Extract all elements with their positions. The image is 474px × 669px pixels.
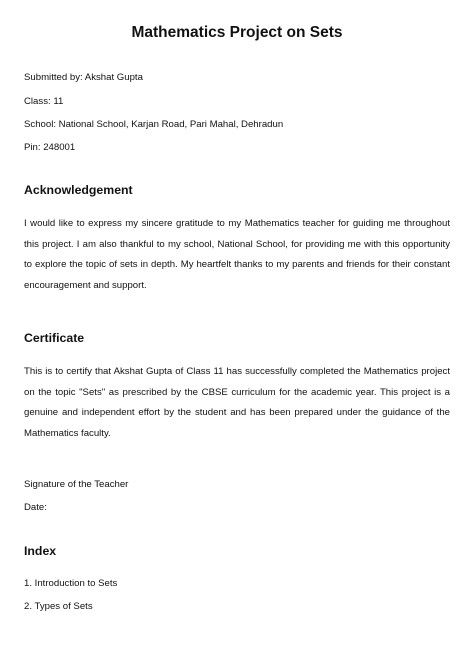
acknowledgement-heading: Acknowledgement xyxy=(24,183,133,197)
signature-label: Signature of the Teacher xyxy=(24,479,129,490)
index-item: 1. Introduction to Sets xyxy=(24,578,118,589)
school-line: School: National School, Karjan Road, Pari Mahal, Dehradun xyxy=(24,119,284,130)
pin-line: Pin: 248001 xyxy=(24,142,76,153)
class-line: Class: 11 xyxy=(24,96,64,107)
certificate-heading: Certificate xyxy=(24,331,85,345)
date-label: Date: xyxy=(24,502,47,513)
index-item: 2. Types of Sets xyxy=(24,601,93,612)
acknowledgement-paragraph: I would like to express my sincere gratitude to my Mathematics teacher for guiding me throughout this project. I am also thankful to my school, National School, for providing me with this opportunity to explore the topic of sets in depth. My heartfelt thanks to my parents and friends for their constant encouragement and support. xyxy=(24,218,450,291)
certificate-paragraph: This is to certify that Akshat Gupta of Class 11 has successfully completed the Mathematics project on the topic "Sets" as prescribed by the CBSE curriculum for the academic year. This project is a genuine and independent effort by the student and has been prepared under the guidance of the Mathematics faculty. xyxy=(24,366,450,439)
submitted-by-line: Submitted by: Akshat Gupta xyxy=(24,72,143,83)
index-heading: Index xyxy=(24,544,57,558)
document-title: Mathematics Project on Sets xyxy=(131,24,343,41)
